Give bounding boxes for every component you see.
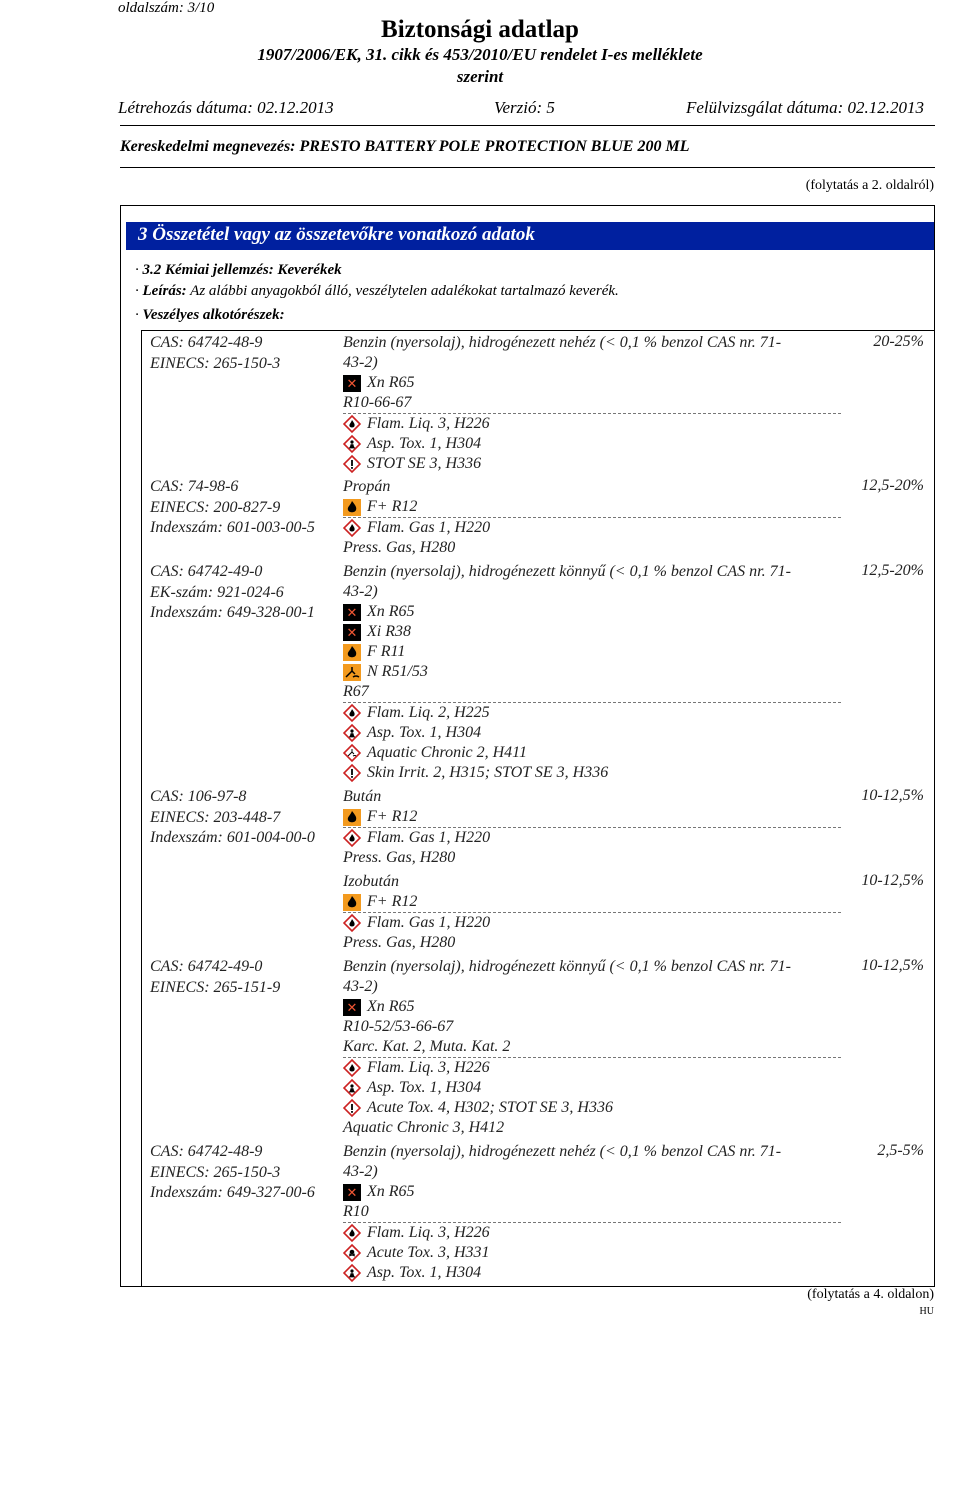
- h-phrase: [343, 414, 841, 434]
- harmful-cross-icon: ✕: [343, 624, 361, 641]
- ghs-flame-icon: [343, 519, 361, 537]
- h-phrase: [343, 703, 841, 723]
- r-phrase-extra-text: Karc. Kat. 2, Muta. Kat. 2: [343, 1038, 511, 1055]
- h-phrase-extra-text: Press. Gas, H280: [343, 934, 456, 951]
- h-phrase-text: Flam. Gas 1, H220: [367, 829, 491, 846]
- r-phrase: [343, 642, 841, 662]
- h-phrase-extra: [343, 848, 841, 868]
- ghs-exclamation-icon: [343, 764, 361, 782]
- component-name-text: Benzin (nyersolaj), hidrogénezett könnyű (< 0,1 % benzol CAS nr. 71-: [343, 958, 791, 975]
- ghs-health-hazard-icon: [343, 1079, 361, 1097]
- h-phrase-text: Flam. Liq. 3, H226: [367, 415, 490, 432]
- ghs-flame-icon: [343, 704, 361, 722]
- r-phrase: [343, 807, 841, 827]
- h-phrase-text: Asp. Tox. 1, H304: [367, 435, 482, 452]
- flammable-icon: [343, 499, 361, 516]
- component-id: Indexszám: 649-328-00-1: [150, 604, 315, 621]
- reviewed-date: Felülvizsgálat dátuma: 02.12.2013: [686, 98, 924, 117]
- h-phrase-extra: [343, 933, 841, 953]
- component-ids: [150, 1142, 315, 1204]
- document-title: Biztonsági adatlap: [381, 16, 579, 43]
- component-name: [343, 477, 841, 497]
- r-phrase-extra: [343, 1017, 841, 1037]
- description: [135, 283, 619, 300]
- ghs-flame-icon: [343, 829, 361, 847]
- flammable-icon: [343, 894, 361, 911]
- h-phrase-text: Flam. Gas 1, H220: [367, 914, 491, 931]
- component-name-text: Benzin (nyersolaj), hidrogénezett nehéz (< 0,1 % benzol CAS nr. 71-: [343, 1143, 782, 1160]
- h-phrase-text: Aquatic Chronic 2, H411: [367, 744, 527, 761]
- h-phrase-text: Asp. Tox. 1, H304: [367, 724, 482, 741]
- trade-name: Kereskedelmi megnevezés: PRESTO BATTERY POLE PROTECTION BLUE 200 ML: [120, 138, 690, 155]
- r-phrase-extra-text: R67: [343, 683, 369, 700]
- r-phrase: [343, 373, 841, 393]
- component-id: Indexszám: 649-327-00-6: [150, 1184, 315, 1201]
- harmful-cross-icon: ✕: [343, 375, 361, 392]
- r-phrase-text: Xi R38: [367, 623, 411, 640]
- component-id: Indexszám: 601-004-00-0: [150, 829, 315, 846]
- component-percent: 20-25%: [873, 333, 924, 350]
- r-phrase-text: F+ R12: [367, 498, 418, 515]
- h-phrase: [343, 1243, 841, 1263]
- component-id: CAS: 64742-48-9: [150, 1143, 263, 1160]
- component-percent: 10-12,5%: [861, 872, 924, 889]
- component-name-text: Benzin (nyersolaj), hidrogénezett nehéz (< 0,1 % benzol CAS nr. 71-: [343, 334, 782, 351]
- component-percent: 10-12,5%: [861, 787, 924, 804]
- h-phrase-text: Flam. Gas 1, H220: [367, 519, 491, 536]
- h-phrase: [343, 828, 841, 848]
- bullet: ·: [135, 262, 143, 278]
- h-phrase-text: Acute Tox. 3, H331: [367, 1244, 490, 1261]
- language-code: HU: [919, 1306, 934, 1317]
- description-text: Az alábbi anyagokból álló, veszélytelen adalékokat tartalmazó keverék.: [186, 283, 619, 299]
- bullet: ·: [135, 283, 143, 299]
- h-phrase-extra-text: Aquatic Chronic 3, H412: [343, 1119, 505, 1136]
- component-name-text: Benzin (nyersolaj), hidrogénezett könnyű (< 0,1 % benzol CAS nr. 71-: [343, 563, 791, 580]
- h-phrase: [343, 743, 841, 763]
- component-name: [343, 353, 841, 373]
- r-phrase-extra-text: R10: [343, 1203, 369, 1220]
- r-phrase: [343, 1182, 841, 1202]
- component-classification: [343, 1142, 841, 1283]
- component-name-text: Propán: [343, 478, 391, 495]
- component-classification: [343, 477, 841, 558]
- r-phrase-extra-text: R10-52/53-66-67: [343, 1018, 454, 1035]
- h-phrase: [343, 723, 841, 743]
- r-phrase-extra: [343, 393, 841, 413]
- r-phrase: [343, 622, 841, 642]
- h-phrase: [343, 434, 841, 454]
- r-phrase-text: N R51/53: [367, 663, 428, 680]
- component-name: [343, 872, 841, 892]
- flammable-icon: [343, 644, 361, 661]
- description-label: Leírás:: [142, 283, 187, 299]
- header-rule: [120, 125, 935, 126]
- chemical-characterization-text: 3.2 Kémiai jellemzés: Keverékek: [142, 262, 342, 278]
- component-classification: [343, 562, 841, 783]
- component-id: CAS: 64742-48-9: [150, 334, 263, 351]
- regulation-line-2: szerint: [456, 67, 504, 86]
- component-name: [343, 1142, 841, 1162]
- h-phrase: [343, 1098, 841, 1118]
- h-phrase: [343, 763, 841, 783]
- component-ids: [150, 477, 315, 539]
- flammable-icon: [343, 809, 361, 826]
- component-percent: 12,5-20%: [861, 477, 924, 494]
- component-percent: 10-12,5%: [861, 957, 924, 974]
- ghs-health-hazard-icon: [343, 724, 361, 742]
- section-title: 3 Összetétel vagy az összetevőkre vonatkozó adatok: [138, 224, 535, 245]
- h-phrase-text: Flam. Liq. 3, H226: [367, 1059, 490, 1076]
- r-phrase-text: Xn R65: [367, 998, 415, 1015]
- h-phrase-extra-text: Press. Gas, H280: [343, 539, 456, 556]
- environment-hazard-icon: [343, 664, 361, 681]
- r-phrase-text: Xn R65: [367, 603, 415, 620]
- component-id: EINECS: 265-150-3: [150, 354, 281, 372]
- component-id: EINECS: 265-150-3: [150, 1163, 281, 1181]
- harmful-cross-icon: ✕: [343, 604, 361, 621]
- ghs-health-hazard-icon: [343, 435, 361, 453]
- continued-from: (folytatás a 2. oldalról): [805, 178, 934, 193]
- ghs-exclamation-icon: [343, 1099, 361, 1117]
- chemical-characterization: [135, 262, 342, 279]
- component-classification: [343, 333, 841, 474]
- component-id: EINECS: 265-151-9: [150, 978, 281, 996]
- component-ids: [150, 333, 280, 374]
- h-phrase: [343, 1078, 841, 1098]
- h-phrase: [343, 1223, 841, 1243]
- h-phrase-text: Flam. Liq. 3, H226: [367, 1224, 490, 1241]
- r-phrase: [343, 602, 841, 622]
- h-phrase-extra: [343, 538, 841, 558]
- r-phrase-extra: [343, 1037, 841, 1057]
- component-id: Indexszám: 601-003-00-5: [150, 519, 315, 536]
- bullet: ·: [135, 307, 143, 323]
- component-ids: [150, 787, 315, 849]
- r-phrase-text: F+ R12: [367, 893, 418, 910]
- page-number: oldalszám: 3/10: [118, 0, 215, 16]
- header-rule-2: [120, 167, 935, 168]
- r-phrase-text: F R11: [367, 643, 406, 660]
- r-phrase-extra: [343, 682, 841, 702]
- component-name: [343, 787, 841, 807]
- component-name: [343, 333, 841, 353]
- h-phrase: [343, 1263, 841, 1283]
- r-phrase: [343, 892, 841, 912]
- h-phrase-text: Asp. Tox. 1, H304: [367, 1264, 482, 1281]
- ghs-flame-icon: [343, 914, 361, 932]
- component-name: [343, 1162, 841, 1182]
- h-phrase-text: Flam. Liq. 2, H225: [367, 704, 490, 721]
- harmful-cross-icon: ✕: [343, 1184, 361, 1201]
- h-phrase: [343, 1058, 841, 1078]
- version: Verzió: 5: [494, 98, 555, 117]
- component-id: CAS: 106-97-8: [150, 788, 247, 805]
- component-id: EK-szám: 921-024-6: [150, 583, 284, 601]
- component-name: [343, 582, 841, 602]
- component-name: [343, 957, 841, 977]
- r-phrase-text: F+ R12: [367, 808, 418, 825]
- component-name-text: 43-2): [343, 354, 378, 371]
- r-phrase: [343, 662, 841, 682]
- component-ids: [150, 562, 315, 624]
- component-ids: [150, 957, 280, 998]
- regulation-line-1: 1907/2006/EK, 31. cikk és 453/2010/EU rendelet I-es melléklete: [257, 45, 703, 64]
- component-id: EINECS: 203-448-7: [150, 808, 281, 826]
- continued-to: (folytatás a 4. oldalon): [807, 1287, 934, 1302]
- component-name-text: 43-2): [343, 583, 378, 600]
- ghs-exclamation-icon: [343, 455, 361, 473]
- h-phrase: [343, 913, 841, 933]
- r-phrase: [343, 997, 841, 1017]
- component-name: [343, 562, 841, 582]
- h-phrase: [343, 454, 841, 474]
- component-name-text: Bután: [343, 788, 382, 805]
- harmful-cross-icon: ✕: [343, 999, 361, 1016]
- ghs-skull-icon: [343, 1244, 361, 1262]
- r-phrase-extra: [343, 1202, 841, 1222]
- ghs-health-hazard-icon: [343, 1264, 361, 1282]
- h-phrase-text: Skin Irrit. 2, H315; STOT SE 3, H336: [367, 764, 609, 781]
- section-header-bar: [126, 222, 934, 250]
- hazardous-components-label: Veszélyes alkotórészek:: [142, 307, 285, 323]
- component-percent: 12,5-20%: [861, 562, 924, 579]
- component-id: CAS: 64742-49-0: [150, 563, 263, 580]
- h-phrase: [343, 518, 841, 538]
- component-classification: [343, 787, 841, 868]
- ghs-flame-icon: [343, 1059, 361, 1077]
- component-name-text: 43-2): [343, 1163, 378, 1180]
- ghs-flame-icon: [343, 415, 361, 433]
- ghs-flame-icon: [343, 1224, 361, 1242]
- component-name-text: Izobután: [343, 873, 399, 890]
- hazardous-components: [135, 307, 285, 324]
- r-phrase: [343, 497, 841, 517]
- component-id: EINECS: 200-827-9: [150, 498, 281, 516]
- component-classification: [343, 957, 841, 1138]
- h-phrase-text: Asp. Tox. 1, H304: [367, 1079, 482, 1096]
- h-phrase-extra: [343, 1118, 841, 1138]
- r-phrase-text: Xn R65: [367, 1183, 415, 1200]
- h-phrase-extra-text: Press. Gas, H280: [343, 849, 456, 866]
- component-name: [343, 977, 841, 997]
- r-phrase-extra-text: R10-66-67: [343, 394, 412, 411]
- component-classification: [343, 872, 841, 953]
- component-id: CAS: 74-98-6: [150, 478, 239, 495]
- created-date: Létrehozás dátuma: 02.12.2013: [118, 98, 334, 117]
- h-phrase-text: Acute Tox. 4, H302; STOT SE 3, H336: [367, 1099, 613, 1116]
- h-phrase-text: STOT SE 3, H336: [367, 455, 482, 472]
- component-name-text: 43-2): [343, 978, 378, 995]
- component-id: CAS: 64742-49-0: [150, 958, 263, 975]
- ghs-environment-icon: [343, 744, 361, 762]
- r-phrase-text: Xn R65: [367, 374, 415, 391]
- component-percent: 2,5-5%: [877, 1142, 924, 1159]
